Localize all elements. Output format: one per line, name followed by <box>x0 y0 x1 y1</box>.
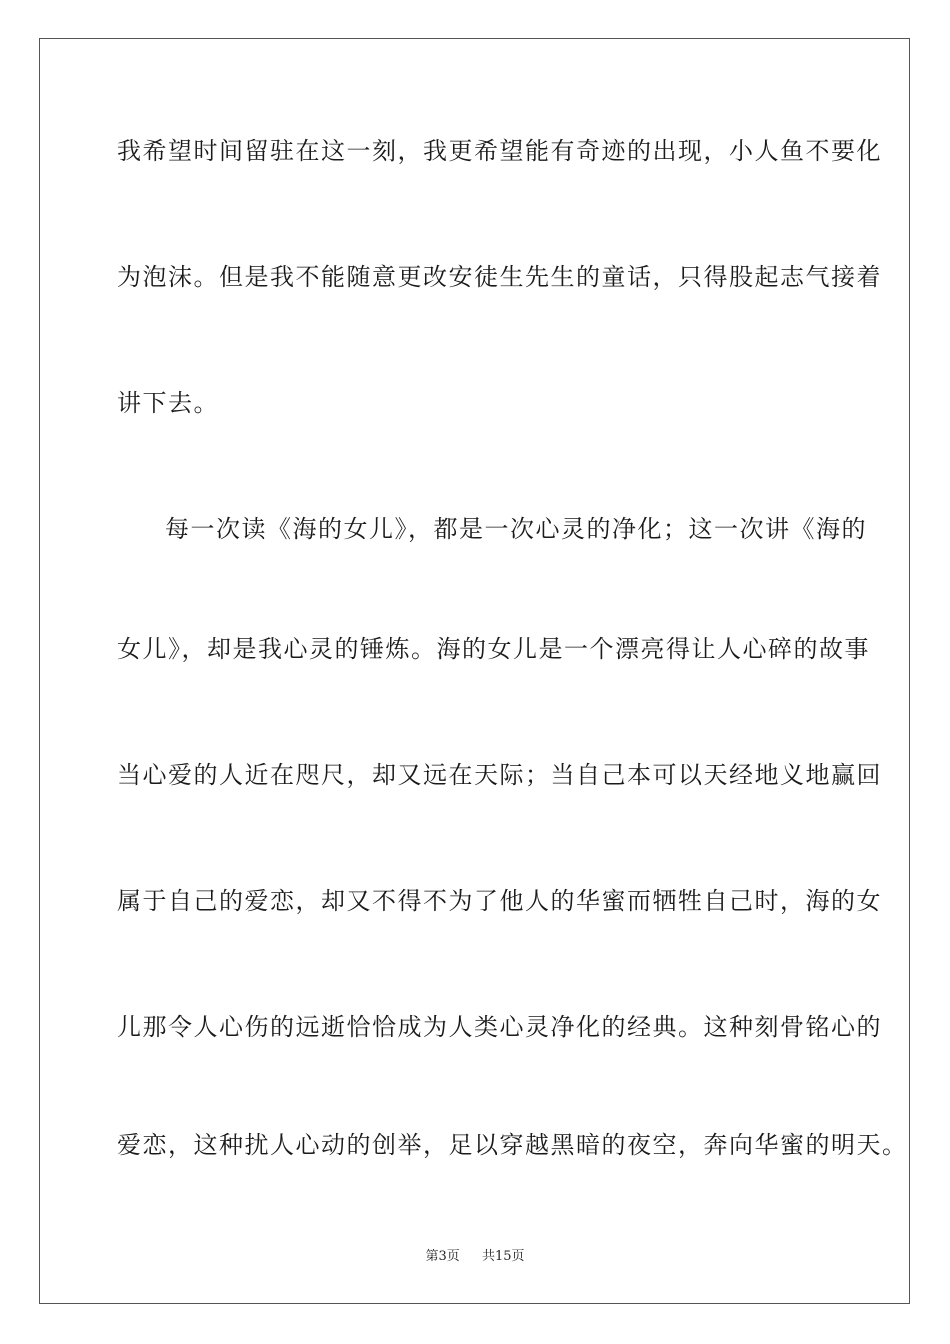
text-line: 当心爱的人近在咫尺，却又远在天际；当自己本可以天经地义地赢回 <box>117 761 882 789</box>
text-line: 我希望时间留驻在这一刻，我更希望能有奇迹的出现，小人鱼不要化 <box>117 137 882 165</box>
text-line: 属于自己的爱恋，却又不得不为了他人的华蜜而牺牲自己时，海的女 <box>117 887 882 915</box>
text-line: 为泡沫。但是我不能随意更改安徒生先生的童话，只得股起志气接着 <box>117 263 882 291</box>
text-line: 讲下去。 <box>117 389 219 417</box>
text-line: 爱恋，这种扰人心动的创举，足以穿越黑暗的夜空，奔向华蜜的明天。 <box>117 1131 908 1159</box>
paragraph-first-line: 每一次读《海的女儿》，都是一次心灵的净化；这一次讲《海的 <box>165 515 867 543</box>
text-line: 儿那令人心伤的远逝恰恰成为人类心灵净化的经典。这种刻骨铭心的 <box>117 1013 882 1041</box>
page-number: 第3页 <box>425 1249 460 1264</box>
text-line: 女儿》，却是我心灵的锤炼。海的女儿是一个漂亮得让人心碎的故事 <box>117 635 870 663</box>
page-total: 共15页 <box>481 1249 525 1264</box>
page-border <box>39 38 910 1304</box>
page-footer <box>0 1248 950 1266</box>
